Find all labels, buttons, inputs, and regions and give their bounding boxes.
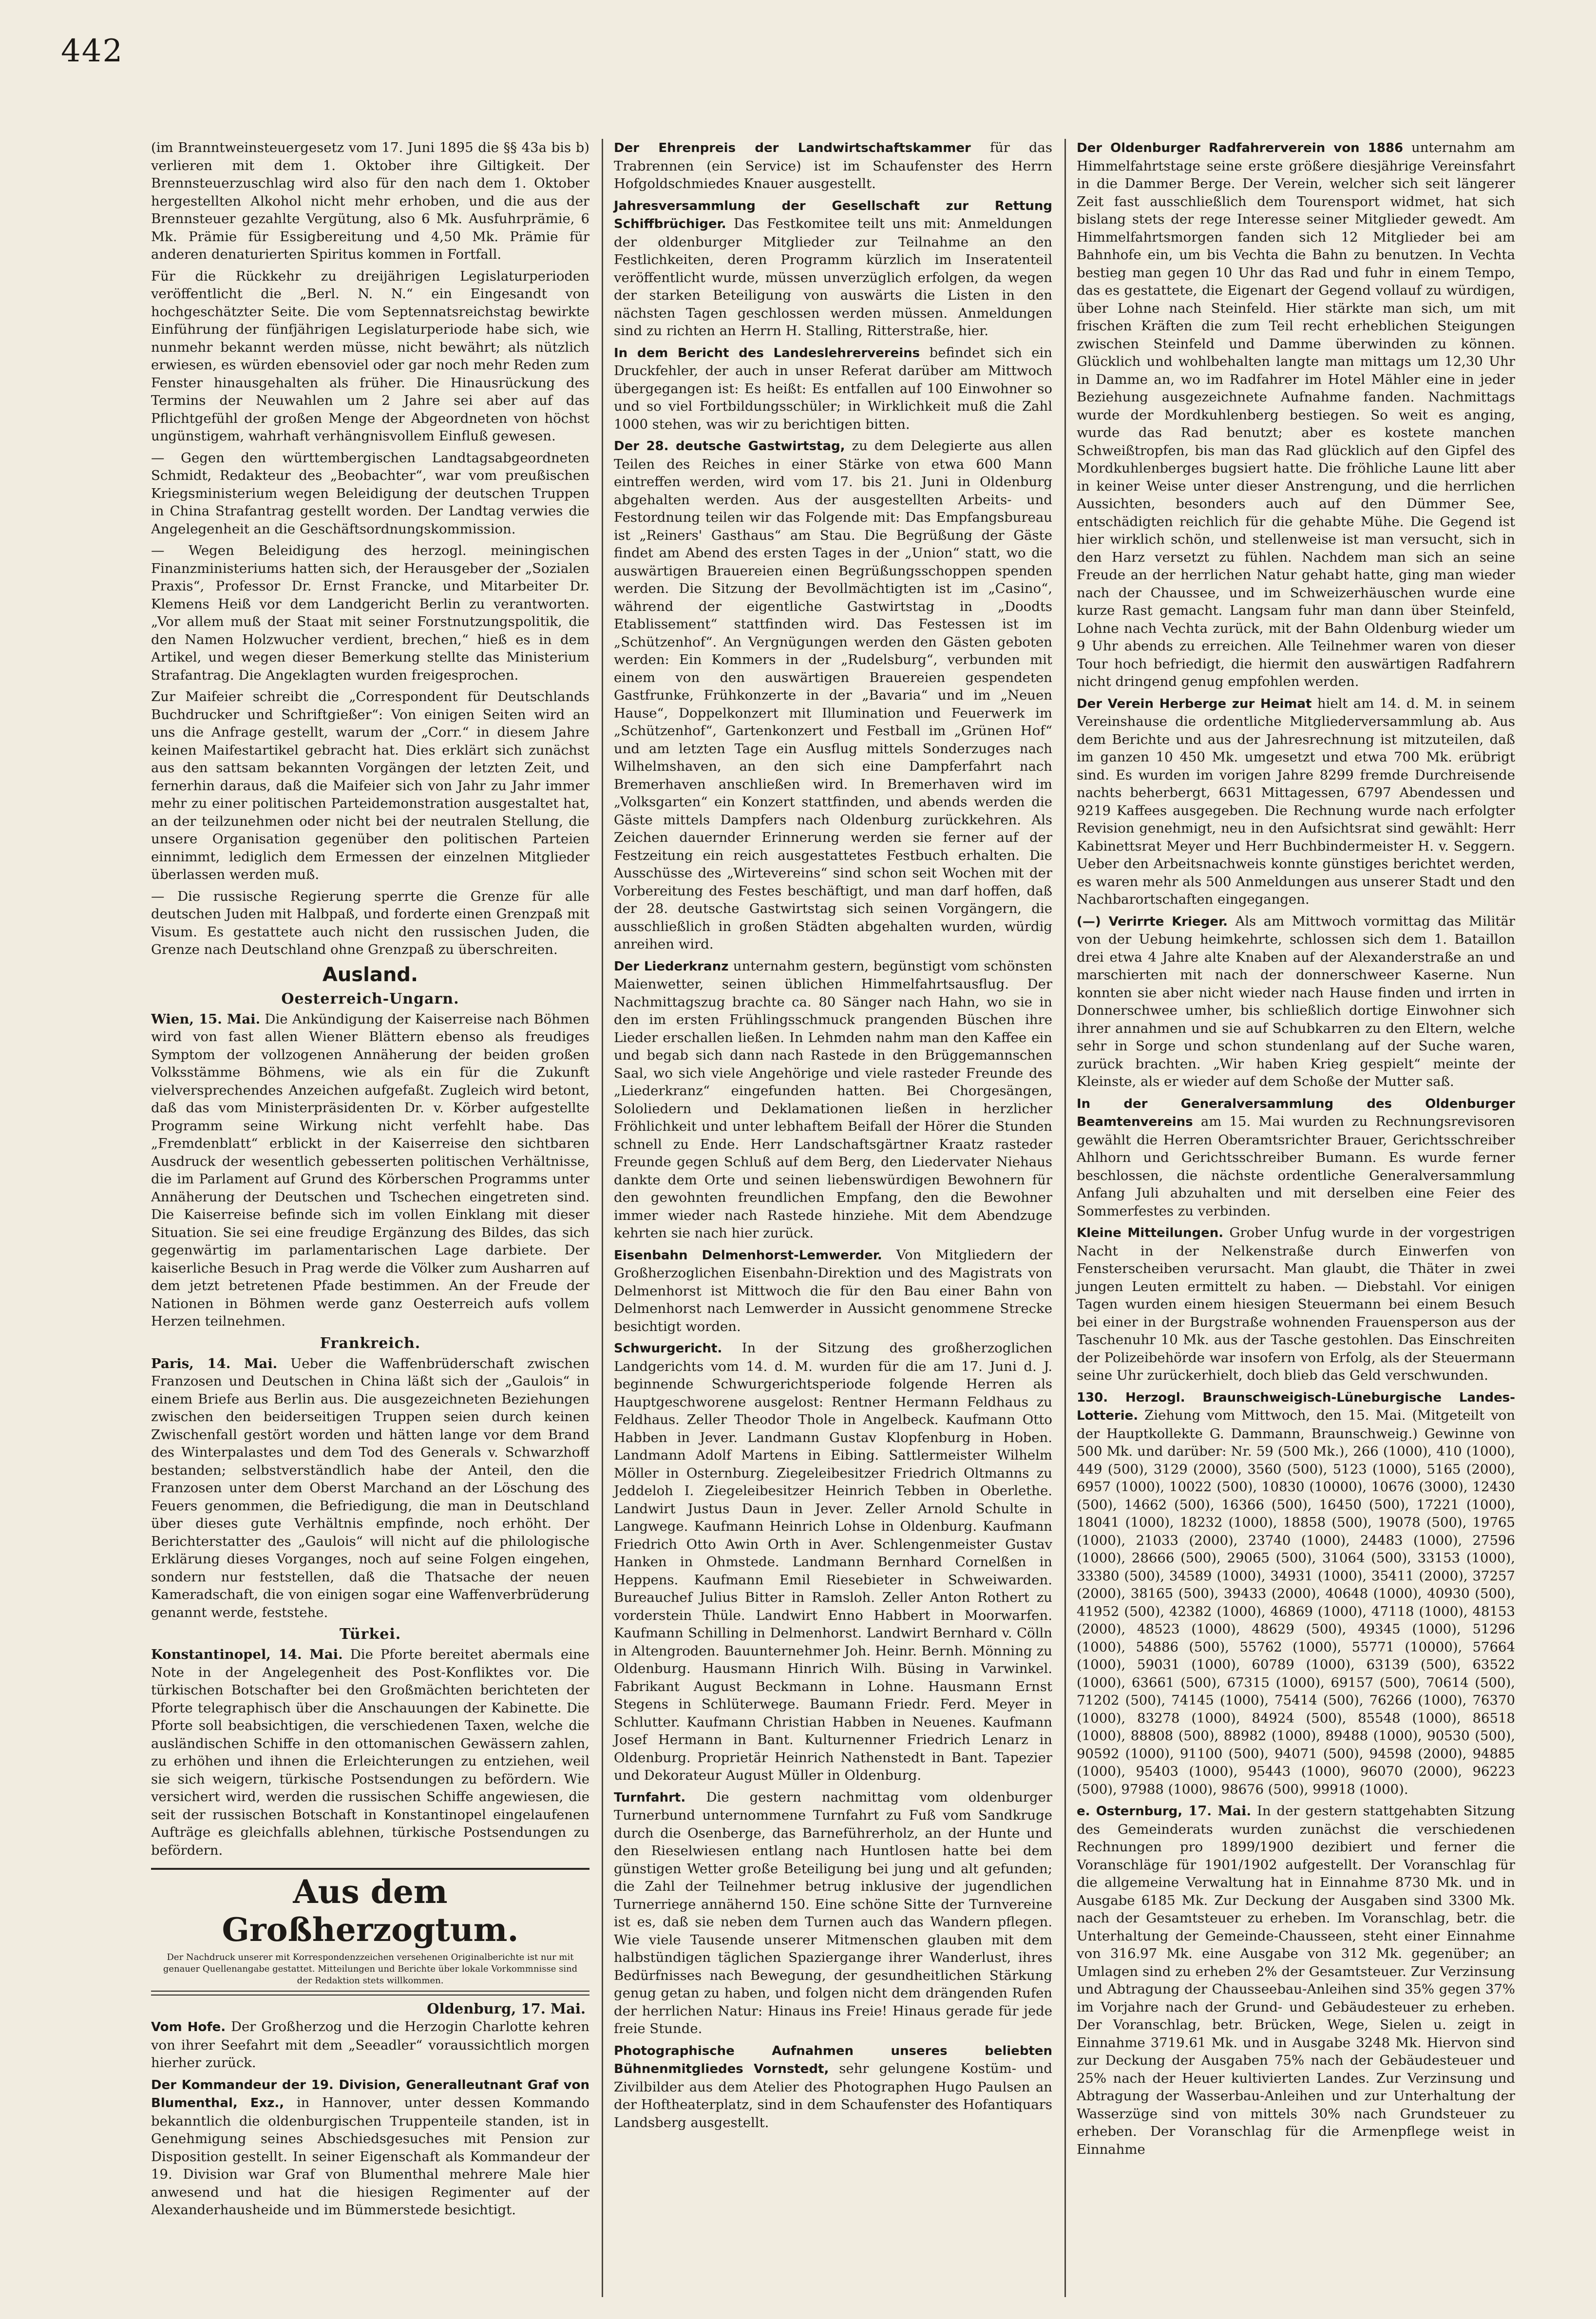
article (614, 1788, 1052, 2038)
article-text: Das Festkomitee teilt uns mit: Anmeldungen der oldenburger Mitglieder zur Teilnahme an den Festlichkeiten, deren Programm kürzlich im Inseratenteil veröffentlicht wurde, müssen unverzüglich erfolgen, da wegen der starken Beteiligung von auswärts die Listen in den nächsten Tagen geschlossen werden müssen. Anmeldungen sind zu richten an Herrn H. Stalling, Ritterstraße, hier. (614, 216, 1052, 339)
article (614, 344, 1052, 434)
dateline: 17. Mai. (1188, 1803, 1252, 1819)
article (1077, 1224, 1515, 1385)
article (614, 1246, 1052, 1336)
article (1077, 1095, 1515, 1220)
article-head: Der Liederkranz (614, 959, 729, 974)
article-wien (151, 1010, 589, 1331)
dateline: Paris, 14. Mai. (151, 1355, 278, 1371)
article-head: Der Kommandeur der 19. Division, Generalleutnant Graf von Blumenthal, Exz., (151, 2077, 589, 2110)
article-head: Kleine Mitteilungen. (1077, 1226, 1224, 1240)
column-2 (602, 139, 1052, 2297)
dateline: Konstantinopel, 14. Mai. (151, 1647, 343, 1662)
article-text: unternahm gestern, begünstigt vom schönsten Maienwetter, seinen üblichen Himmelfahrtsausflug. Der Nachmittagszug brachte ca. 80 Sänger nach Hahn, wo sie in den im ersten Frühlingsschmuck prangenden Büschen ihre Lieder erschallen ließen. In Lehmden nahm man den Kaffee ein und begab sich dann nach Rastede in den Brüggemannschen Saal, wo sich viele Angehörige und viele rasteder Freunde des „Liederkranz“ eingefunden hatten. Bei Chorgesängen, Sololiedern und Deklamationen ließen in herzlicher Fröhlichkeit und unter lebhaftem Beifall der Hörer die Stunden schnell zu Ende. Herr Landschaftsgärtner Kraatz rasteder Freunde gegen Schluß auf dem Berg, den Liedervater Niehaus dankte dem Orte und seinen liebenswürdigen Bewohnern für den gewohnten freundlichen Empfang, den die Bewohner immer wieder nach Rastede hinziehe. Mit dem Abendzuge kehrten sie nach hier zurück. (614, 958, 1052, 1241)
article-head: Schwurgericht. (614, 1341, 722, 1356)
article-text: In der Sitzung des großherzoglichen Landgerichts vom 14. d. M. wurden für die am 17. Juni d. J. beginnende Schwurgerichtsperiode folgende Herren als Hauptgeschworene ausgelost: Rentner Hermann Feldhaus zu Feldhaus. Zeller Theodor Thole in Angelbeck. Kaufmann Otto Habben in Jever. Landmann Gustav Klopfenburg in Hoben. Landmann Adolf Martens in Eibing. Sattlermeister Wilhelm Möller in Osternburg. Ziegeleibesitzer Friedrich Oltmanns zu Jeddeloh I. Ziegeleibesitzer Heinrich Tebben in Oberlethe. Landwirt Justus Daun in Jever. Zeller Arnold Schulte in Langwege. Kaufmann Heinrich Lohse in Oldenburg. Kaufmann Friedrich Otto Awin Orth in Aver. Schlengenmeister Gustav Hanken in Ohmstede. Landmann Bernhard Cornelßen in Heppens. Kaufmann Emil Riesebieter in Schweiwarden. Bureauchef Julius Bitter in Ramsloh. Zeller Anton Rothert zu vorderstein Thüle. Landwirt Enno Habbert in Moorwarfen. Kaufmann Schilling in Delmenhorst. Landwirt Bernhard v. Cölln in Altengroden. Bauunternehmer Joh. Heinr. Bernh. Mönning zu Oldenburg. Hausmann Hinrich Wilh. Büsing in Varwinkel. Fabrikant August Beckmann in Lohne. Hausmann Ernst Stegens in Schlüterwege. Baumann Friedr. Ferd. Meyer in Schlutter. Kaufmann Christian Habben in Neuenes. Kaufmann Josef Hermann in Bant. Kulturnenner Friedrich Lenarz in Oldenburg. Proprietär Heinrich Nathenstedt in Bant. Tapezier und Dekorateur August Müller in Oldenburg. (614, 1340, 1052, 1783)
section-title-ausland: Ausland. (322, 963, 418, 986)
article (614, 197, 1052, 340)
article-paris (151, 1355, 589, 1622)
article-text: In der gestern stattgehabten Sitzung des Gemeinderats wurden zunächst die verschiedenen Rechnungen pro 1899/1900 dezibiert und ferner die Voranschläge für 1901/1902 aufgestellt. Der Voranschlag für die allgemeine Verwaltung hat in Einnahme 8730 Mk. und in Ausgabe 6185 Mk. Zur Deckung der Ausgaben sind 3300 Mk. nach der Gesamtsteuer zu erheben. Im Voranschlag, betr. die Unterhaltung der Gemeinde-Chausseen, steht einer Einnahme von 316.97 Mk. eine Ausgabe von 312 Mk. gegenüber; an Umlagen sind zu erheben 2% der Gesamtsteuer. Zur Verzinsung und Abtragung der Chausseebau-Anleihen sind 35% gegen 37% im Vorjahre nach der Grund- und Gebäudesteuer zu erheben. Der Voranschlag, betr. Brücken, Wege, Sielen u. zeigt in Einnahme 3719.61 Mk. und in Ausgabe 3248 Mk. Hiervon sind zur Deckung der Ausgaben 75% nach der Gebäudesteuer und 25% nach der Heuer kultivierten Landes. Zur Verzinsung und Abtragung der Wasserbau-Anleihen und zur Unterhaltung der Wasserzüge sind von mittels 30% nach Grundsteuer zu erheben. Der Voranschlag für die Armenpflege weist in Einnahme (1077, 1803, 1515, 2157)
article-konstantinopel (151, 1646, 589, 1859)
article-head: Vom Hofe. (151, 2020, 226, 2034)
article-head: Der Verein Herberge zur Heimat (1077, 696, 1312, 711)
lottery-results (1077, 1388, 1515, 1799)
article-text: sehr gelungene Kostüm- und Zivilbilder aus dem Atelier des Photographen Hugo Paulsen an der Hoftheaterplatz, sind in dem Schaufenster des Hofantiquars Landsberg ausgestellt. (614, 2061, 1052, 2130)
article-text: in Hannover, unter dessen Kommando bekanntlich die oldenburgischen Truppenteile standen, ist in Genehmigung seines Abschiedsgesuches mit Pension zur Disposition gestellt. In seiner Eigenschaft als Kommandeur der 19. Division war Graf von Blumenthal mehrere Male hier anwesend und hat die hiesigen Regimenter auf der Alexanderhausheide und im Bümmerstede besichtigt. (151, 2095, 589, 2218)
article: Für die Rückkehr zu dreijährigen Legislaturperioden veröffentlicht die „Berl. N. N.“ ein Eingesandt von hochgeschätzter Seite. Die vom Septennatsreichstag bewirkte Einführung der fünfjährigen Legislaturperiode habe sich, wie nunmehr bekannt werden müsse, nicht bewährt; als nützlich erwiesen, es würden ebensoviel oder gar noch mehr Reden zum Fenster hinausgehalten als früher. Die Hinausrückung des Termins der Neuwahlen um 2 Jahre sei aber auf das Pflichtgefühl der großen Menge der Abgeordneten von höchst ungünstigem, wahrhaft verhängnisvollem Einfluß gewesen. (151, 268, 589, 444)
regional-section-header (151, 1868, 589, 1996)
article: (im Branntweinsteuergesetz vom 17. Juni 1895 die §§ 43a bis b) verlieren mit dem 1. Oktober ihre Giltigkeit. Der Brennsteuerzuschlag wird also für den nach dem 1. Oktober hergestellten Alkohol nicht mehr erhoben, und die aus der Brennsteuer gezahlte Vergütung, also 6 Mk. Ausfuhrprämie, 6 Mk. Prämie für Essigbereitung und 4,50 Mk. Prämie für anderen denaturierten Spiritus kommen in Fortfall. (151, 140, 589, 262)
article-head: (—) Verirrte Krieger. (1077, 914, 1228, 929)
article (1077, 1802, 1515, 2158)
article-vom-hofe (151, 2018, 589, 2072)
column-3 (1064, 139, 1515, 2297)
article-text: hielt am 14. d. M. in seinem Vereinshause die ordentliche Mitgliederversammlung ab. Aus dem Berichte und aus der Jahresrechnung ist mitzuteilen, daß im ganzen 10 450 Mk. umgesetzt und etwa 700 Mk. erübrigt sind. Es wurden im vorigen Jahre 8299 fremde Durchreisende nachts beherbergt, 6631 Mittagessen, 6797 Abendessen und 9219 Kaffees ausgegeben. Die Rechnung wurde nach erfolgter Revision genehmigt, neu in den Aufsichtsrat sind gewählt: Herr Kabinettsrat Meyer und Herr Buchbindermeister H. v. Seggern. Ueber den Arbeitsnachweis konnte günstiges berichtet werden, es waren mehr als 500 Anmeldungen aus unserer Stadt und den Nachbarortschaften eingegangen. (1077, 695, 1515, 907)
article-text: Ueber die Waffenbrüderschaft zwischen Franzosen und Deutschen in China läßt sich der „Gaulois“ in einem Briefe aus Berlin aus. Die ausgezeichneten Beziehungen zwischen den beiderseitigen Truppen seien durch keinen Zwischenfall gestört worden und hätten lange vor dem Brand des Winterpalastes und dem Tod des Generals v. Schwarzhoff bestanden; selbstverständlich habe der Anteil, den die Franzosen unter dem Oberst Marchand an der Löschung des Feuers genommen, die Befriedigung, die man in Deutschland über dieses gute Verhältnis empfinde, noch erhöht. Der Berichterstatter des „Gaulois“ will nicht auf die philologische Erklärung dieses Vorganges, noch auf seine Folgen eingehen, sondern nur feststellen, daß die Thatsache der neuen Kameradschaft, die von einigen sogar eine Waffenverbrüderung genannt werde, feststehe. (151, 1355, 589, 1620)
column-1 (151, 139, 589, 2297)
subsection-title-oesterreich: Oesterreich-Ungarn. (281, 990, 459, 1007)
article (614, 437, 1052, 953)
article (1077, 695, 1515, 909)
article: — Die russische Regierung sperrte die Grenze für alle deutschen Juden mit Halbpaß, und forderte einen Grenzpaß mit Visum. Es gestattete auch nicht den russischen Juden, die Grenze nach Deutschland ohne Grenzpaß zu überschreiten. (151, 888, 589, 957)
article-head: In der Generalversammlung des Oldenburger Beamtenvereins (1077, 1096, 1515, 1129)
article-head: Eisenbahn Delmenhorst-Lemwerder. (614, 1248, 882, 1263)
article-text: Die Pforte bereitet abermals eine Note in der Angelegenheit des Post-Konfliktes vor. Die türkischen Botschafter bei den Großmächten berichteten der Pforte telegraphisch über die Anschauungen der Kabinette. Die Pforte soll beabsichtigen, die verschiedenen Taxen, welche die ausländischen Schiffe in den ottomanischen Gewässern zahlen, zu erhöhen und ihnen die Erleichterungen zu entziehen, weil sie sich weigern, türkische Postsendungen zu befördern. Wie versichert wird, werden die russischen Schiffe angewiesen, die seit der russischen Botschaft in Konstantinopel eingelaufenen Aufträge es gleichfalls ablehnen, türkische Postsendungen zu befördern. (151, 1647, 589, 1858)
article-text: Von Mitgliedern der Großherzoglichen Eisenbahn-Direktion und des Magistrats von Delmenhorst ist Mittwoch die für den Bau einer Bahn von Delmenhorst nach Lemwerder in Aussicht genommene Strecke besichtigt worden. (614, 1247, 1052, 1334)
article-head: Photographische Aufnahmen unseres beliebten Bühnenmitgliedes Vornstedt, (614, 2043, 1052, 2076)
article-text: am 15. Mai wurden zu Rechnungsrevisoren gewählt die Herren Oberamtsrichter Brauer, Gerichtsschreiber Ahlhorn und Gerichtsschreiber Bumann. Es wurde ferner beschlossen, die nächste ordentliche Generalversammlung Anfang Juli abzuhalten und mit derselben eine Feier des Sommerfestes zu verbinden. (1077, 1114, 1515, 1219)
article (614, 957, 1052, 1242)
article-head: Der Ehrenpreis der Landwirtschaftskammer (614, 141, 971, 155)
page-number: 442 (61, 33, 124, 69)
article (1077, 912, 1515, 1091)
article-head: Der Oldenburger Radfahrerverein von 1886 (1077, 141, 1404, 155)
dateline: Wien, 15. Mai. (151, 1011, 261, 1027)
article-text: Grober Unfug wurde in der vorgestrigen Nacht in der Nelkenstraße durch Einwerfen von Fensterscheiben verursacht. Man glaubt, die Thäter in zwei jungen Leuten ermittelt zu haben. — Diebstahl. Vor einigen Tagen wurden einem hiesigen Steuermann bei einem Besuch bei einer in der Burgstraße wohnenden Frauensperson aus der Taschenuhr 10 Mk. aus der Tasche gestohlen. Das Einschreiten der Polizeibehörde war insofern von Erfolg, als der Steuermann seine Uhr zurückerhielt, doch blieb das Geld verschwunden. (1077, 1225, 1515, 1383)
article (614, 2042, 1052, 2132)
article (614, 1339, 1052, 1785)
article-head: 130. Herzogl. Braunschweigisch-Lüneburgische Landes-Lotterie. (1077, 1390, 1515, 1423)
article-head: In dem Bericht des Landeslehrervereins (614, 345, 920, 361)
article-head: Turnfahrt. (614, 1790, 686, 1805)
article-text: Die Ankündigung der Kaiserreise nach Böhmen wird von fast allen Wiener Blättern ebenso als freudiges Symptom der vollzogenen Annäherung der beiden großen Volksstämme Böhmens, wie als ein für die Zukunft vielversprechendes Anzeichen aufgefaßt. Zugleich wird betont, daß das vom Ministerpräsidenten Dr. v. Körber aufgestellte Programm seine Wirkung nicht verfehlt habe. Das „Fremdenblatt“ erblickt in der Kaiserreise den sichtbaren Ausdruck der wesentlich gebesserten politischen Verhältnisse, die im Parlament auf Grund des Körberschen Programms unter Annäherung der Deutschen und Tschechen eingetreten sind. Die Kaiserreise befinde sich im vollen Einklang mit dieser Situation. Sie sei eine freudige Ergänzung des Bildes, das sich gegenwärtig im parlamentarischen Lage darbiete. Der kaiserliche Besuch in Prag werde die Völker zum Ausharren auf dem jetzt betretenen Pfade bestimmen. An der Freude der Nationen in Böhmen werde ganz Oesterreich aufs vollem Herzen teilnehmen. (151, 1011, 589, 1329)
newspaper-columns (151, 139, 1515, 2297)
article-text: Als am Mittwoch vormittag das Militär von der Uebung heimkehrte, schlossen sich dem 1. Bataillon drei etwa 4 Jahre alte Knaben auf der Alexanderstraße an und marschierten mit nach der donnerschweer Kaserne. Nun konnten sie aber nicht wieder nach Hause finden und irrten in Donnerschwee umher, bis schließlich dortige Einwohner sich ihrer annahmen und sie auf Schubkarren zu den Eltern, welche sehr in Sorge und schon stundenlang auf der Suche waren, zurück brachten. „Wir haben Krieg gespielt“ meinte der Kleinste, als er wieder auf dem Schoße der Mutter saß. (1077, 913, 1515, 1089)
article-text: Ziehung vom Mittwoch, den 15. Mai. (Mitgeteilt von der Hauptkollekte G. Dammann, Braunschweig.) Gewinne von 500 Mk. und darüber: Nr. 59 (500 Mk.), 266 (1000), 410 (1000), 449 (500), 3129 (2000), 3560 (500), 5123 (1000), 5165 (2000), 6957 (1000), 10022 (500), 10830 (10000), 10676 (3000), 12430 (500), 14662 (500), 16366 (500), 16450 (500), 17221 (1000), 18041 (1000), 18232 (1000), 18858 (500), 19078 (500), 19765 (1000), 21033 (2000), 23740 (1000), 24483 (1000), 27596 (1000), 28666 (500), 29065 (500), 31064 (500), 33153 (1000), 33380 (500), 34589 (1000), 34931 (1000), 35411 (2000), 37257 (2000), 38165 (500), 39433 (2000), 40648 (1000), 40930 (500), 41952 (500), 42382 (1000), 46869 (1000), 47118 (1000), 48153 (2000), 48523 (1000), 48629 (500), 49345 (1000), 51296 (1000), 54886 (500), 55762 (1000), 55771 (10000), 57664 (1000), 59031 (1000), 60789 (1000), 63139 (500), 63522 (1000), 63661 (500), 67315 (1000), 69157 (500), 70614 (500), 71202 (500), 74145 (1000), 75414 (500), 76266 (1000), 76370 (1000), 83278 (1000), 84924 (500), 85548 (1000), 86518 (1000), 88808 (500), 88982 (1000), 89488 (1000), 90530 (500), 90592 (1000), 91100 (500), 94071 (500), 94598 (2000), 94885 (1000), 95403 (1000), 95443 (1000), 96070 (2000), 96223 (500), 97988 (1000), 98676 (500), 99918 (1000). (1077, 1407, 1515, 1797)
article-text: für das Trabrennen (ein Service) ist im Schaufenster des Herrn Hofgoldschmiedes Knauer ausgestellt. (614, 140, 1052, 191)
article-text: Die gestern nachmittag vom oldenburger Turnerbund unternommene Turnfahrt zu Fuß vom Sandkruge durch die Osenberge, das Barneführerholz, an der Hunte und den Rieselwiesen entlang nach Huntlosen hatte bei dem günstigen Wetter große Beteiligung bei jung und alt gefunden; die Zahl der Teilnehmer betrug inklusive der jugendlichen Turnerriege annähernd 150. Eine schöne Sitte der Turnvereine ist es, daß sie neben dem Turnen auch das Wandern pflegen. Wie viele Tausende unserer Mitmenschen glauben mit dem halbstündigen täglichen Spaziergange ihrer Wanderlust, ihres Bedürfnisses nach Bewegung, der gesundheitlichen Stärkung genug getan zu haben, und folgen nicht dem drängenden Rufen der herrlichen Natur: Hinaus ins Freie! Hinaus gerade für jede freie Stunde. (614, 1789, 1052, 2036)
article-text: Der Großherzog und die Herzogin Charlotte kehren von ihrer Seefahrt mit dem „Seeadler“ voraussichtlich morgen hierher zurück. (151, 2019, 589, 2071)
article-head: Jahresversammlung der Gesellschaft zur Rettung Schiffbrüchiger. (614, 198, 1052, 231)
article-text: unternahm am Himmelfahrtstage seine erste größere diesjährige Vereinsfahrt in die Dammer Berge. Der Verein, welcher sich seit längerer Zeit fast ausschließlich dem Tourensport widmet, hat sich bislang stets der rege Interesse seiner Mitglieder gewedt. Am Himmelfahrtsmorgen fanden sich 12 Mitglieder bei am Bahnhofe ein, um bis Vechta die Bahn zu benutzen. In Vechta bestieg man gegen 10 Uhr das Rad und fuhr in einem Tempo, das es gestattete, die Eigenart der Gegend vollauf zu würdigen, über Lohne nach Steinfeld. Hier stärkte man sich, um mit frischen Kräften die zum Teil recht erheblichen Steigungen zwischen Steinfeld und Damme überwinden zu können. Glücklich und wohlbehalten langte man mittags um 12,30 Uhr in Damme an, wo im Radfahrer im Hotel Mähler eine in jeder Beziehung ausgezeichnete Aufnahme fanden. Nachmittags wurde der Mordkuhlenberg bestiegen. So weit es anging, wurde das Rad benutzt; aber es kostete manchen Schweißtropfen, bis man das Rad glücklich auf den Gipfel des Mordkuhlenberges bugsiert hatte. Die fröhliche Laune litt aber in keiner Weise unter dieser Anstrengung, und die herrlichen Aussichten, besonders auch auf den Dümmer See, entschädigten reichlich für die gehabte Mühe. Die Gegend ist hier wirklich schön, und stellenweise ist man versucht, sich in den Harz versetzt zu fühlen. Nachdem man sich an seine Freude an der herrlichen Natur gehabt hatte, ging man wieder nach der Chaussee, und im Schweizerhäuschen wurde eine kurze Rast gemacht. Langsam fuhr man dann über Steinfeld, Lohne nach Vechta zurück, mit der Bahn Oldenburg wieder um 9 Uhr abends zu erreichen. Alle Teilnehmer waren von dieser Tour hoch befriedigt, die hiermit den auswärtigen Radfahrern nicht dringend genug empfohlen werden. (1077, 140, 1515, 689)
article: — Gegen den württembergischen Landtagsabgeordneten Schmidt, Redakteur des „Beobachter“, war vom preußischen Kriegsministerium wegen Beleidigung der deutschen Truppen in China Strafantrag gestellt worden. Der Landtag verwies die Angelegenheit an die Geschäftsordnungskommission. (151, 450, 589, 537)
subsection-title-frankreich: Frankreich. (320, 1334, 421, 1352)
article (1077, 139, 1515, 691)
article (614, 139, 1052, 193)
reprint-notice: Der Nachdruck unserer mit Korrespondenzzeichen versehenen Originalberichte ist nur mit genauer Quellenangabe gestattet. Mitteilungen und Berichte über lokale Vorkommnisse sind der Redaktion stets willkommen. (151, 1949, 589, 1992)
article-text: befindet sich ein Druckfehler, der auch in unser Referat darüber am Mittwoch übergegangen ist: Es heißt: Es entfallen auf 100 Einwohner so und so viel Fortbildungsschüler; in Wirklichkeit muß die Zahl 1000 stehen, was wir zu berichtigen bitten. (614, 344, 1052, 432)
article-head: e. Osternburg, (1077, 1804, 1183, 1819)
subsection-title-tuerkei: Türkei. (339, 1626, 401, 1643)
article-head: Der 28. deutsche Gastwirtstag, (614, 439, 845, 454)
article: — Wegen Beleidigung des herzogl. meiningischen Finanzministeriums hatten sich, der Herausgeber der „Sozialen Praxis“, Professor Dr. Ernst Francke, und Mitarbeiter Dr. Klemens Heiß vor dem Landgericht Berlin zu verantworten. „Vor allem muß der Staat mit seiner Forstnutzungspolitik, die den Namen Holzwucher verdient, brechen,“ hieß es in dem Artikel, und wegen dieser Bemerkung stellte das Ministerium Strafantrag. Die Angeklagten wurden freigesprochen. (151, 543, 589, 683)
dateline-oldenburg: Oldenburg, 17. Mai. (427, 2000, 586, 2017)
article-kommandeur (151, 2076, 589, 2219)
heading-grossherzogtum: Aus dem Großherzogtum. (222, 1873, 519, 1949)
article-text: zu dem Delegierte aus allen Teilen des Reiches in einer Stärke von etwa 600 Mann eintreffen werden, wird vom 17. bis 21. Juni in Oldenburg abgehalten werden. Aus der ausgestellten Arbeits- und Festordnung teilen wir das Folgende mit: Das Empfangsbureau ist „Reiners' Gasthaus“ am Stau. Die Begrüßung der Gäste findet am Abend des ersten Tages in der „Union“ statt, wo die auswärtigen Brauereien einen Begrüßungsschoppen spenden werden. Die Sitzung der Bevollmächtigten ist im „Casino“, während der eigentliche Gastwirtstag in „Doodts Etablissement“ stattfinden wird. Das Festessen ist im „Schützenhof“. An Vergnügungen werden den Gästen geboten werden: Ein Kommers in der „Rudelsburg“, verbunden mit einem von den auswärtigen Brauereien gespendeten Gastfrunke, Frühkonzerte in der „Bavaria“ und im „Neuen Hause“, Doppelkonzert mit Illumination und Feuerwerk im „Schützenhof“, Gartenkonzert und Festball im „Grünen Hof“ und am letzten Tage ein Ausflug mittels Sonderzuges nach Wilhelmshaven, an den sich eine Dampferfahrt nach Bremerhaven anschließen wird. In Bremerhaven wird im „Volksgarten“ ein Konzert stattfinden, und abends werden die Gäste mittels Dampfers nach Oldenburg zurückkehren. Als Zeichen dauernder Erinnerung werden sie ferner auf der Festzeitung ein reich ausgestattetes Festbuch erhalten. Die Ausschüsse des „Wirtevereins“ sind schon seit Wochen mit der Vorbereitung des Festes beschäftigt, und man darf hoffen, daß der 28. deutsche Gastwirtstag sich seinen Vorgängern, die ausschließlich in großen Städten abgehalten wurden, würdig anreihen wird. (614, 438, 1052, 952)
article: Zur Maifeier schreibt die „Correspondent für Deutschlands Buchdrucker und Schriftgießer“: Von einigen Seiten wird an uns die Anfrage gestellt, warum der „Corr.“ in diesem Jahre keinen Maifestartikel gebracht hat. Dies erklärt sich zunächst aus den sattsam bekannten Vorgängen der letzten Zeit, und fernerhin daraus, daß die Maifeier sich von Jahr zu Jahr immer mehr zu einer politischen Parteidemonstration ausgestaltet hat, an der teilzunehmen oder nicht bei der neutralen Stellung, die unsere Organisation gegenüber den politischen Parteien einnimmt, lediglich dem Ermessen der einzelnen Mitglieder überlassen werden muß. (151, 689, 589, 882)
